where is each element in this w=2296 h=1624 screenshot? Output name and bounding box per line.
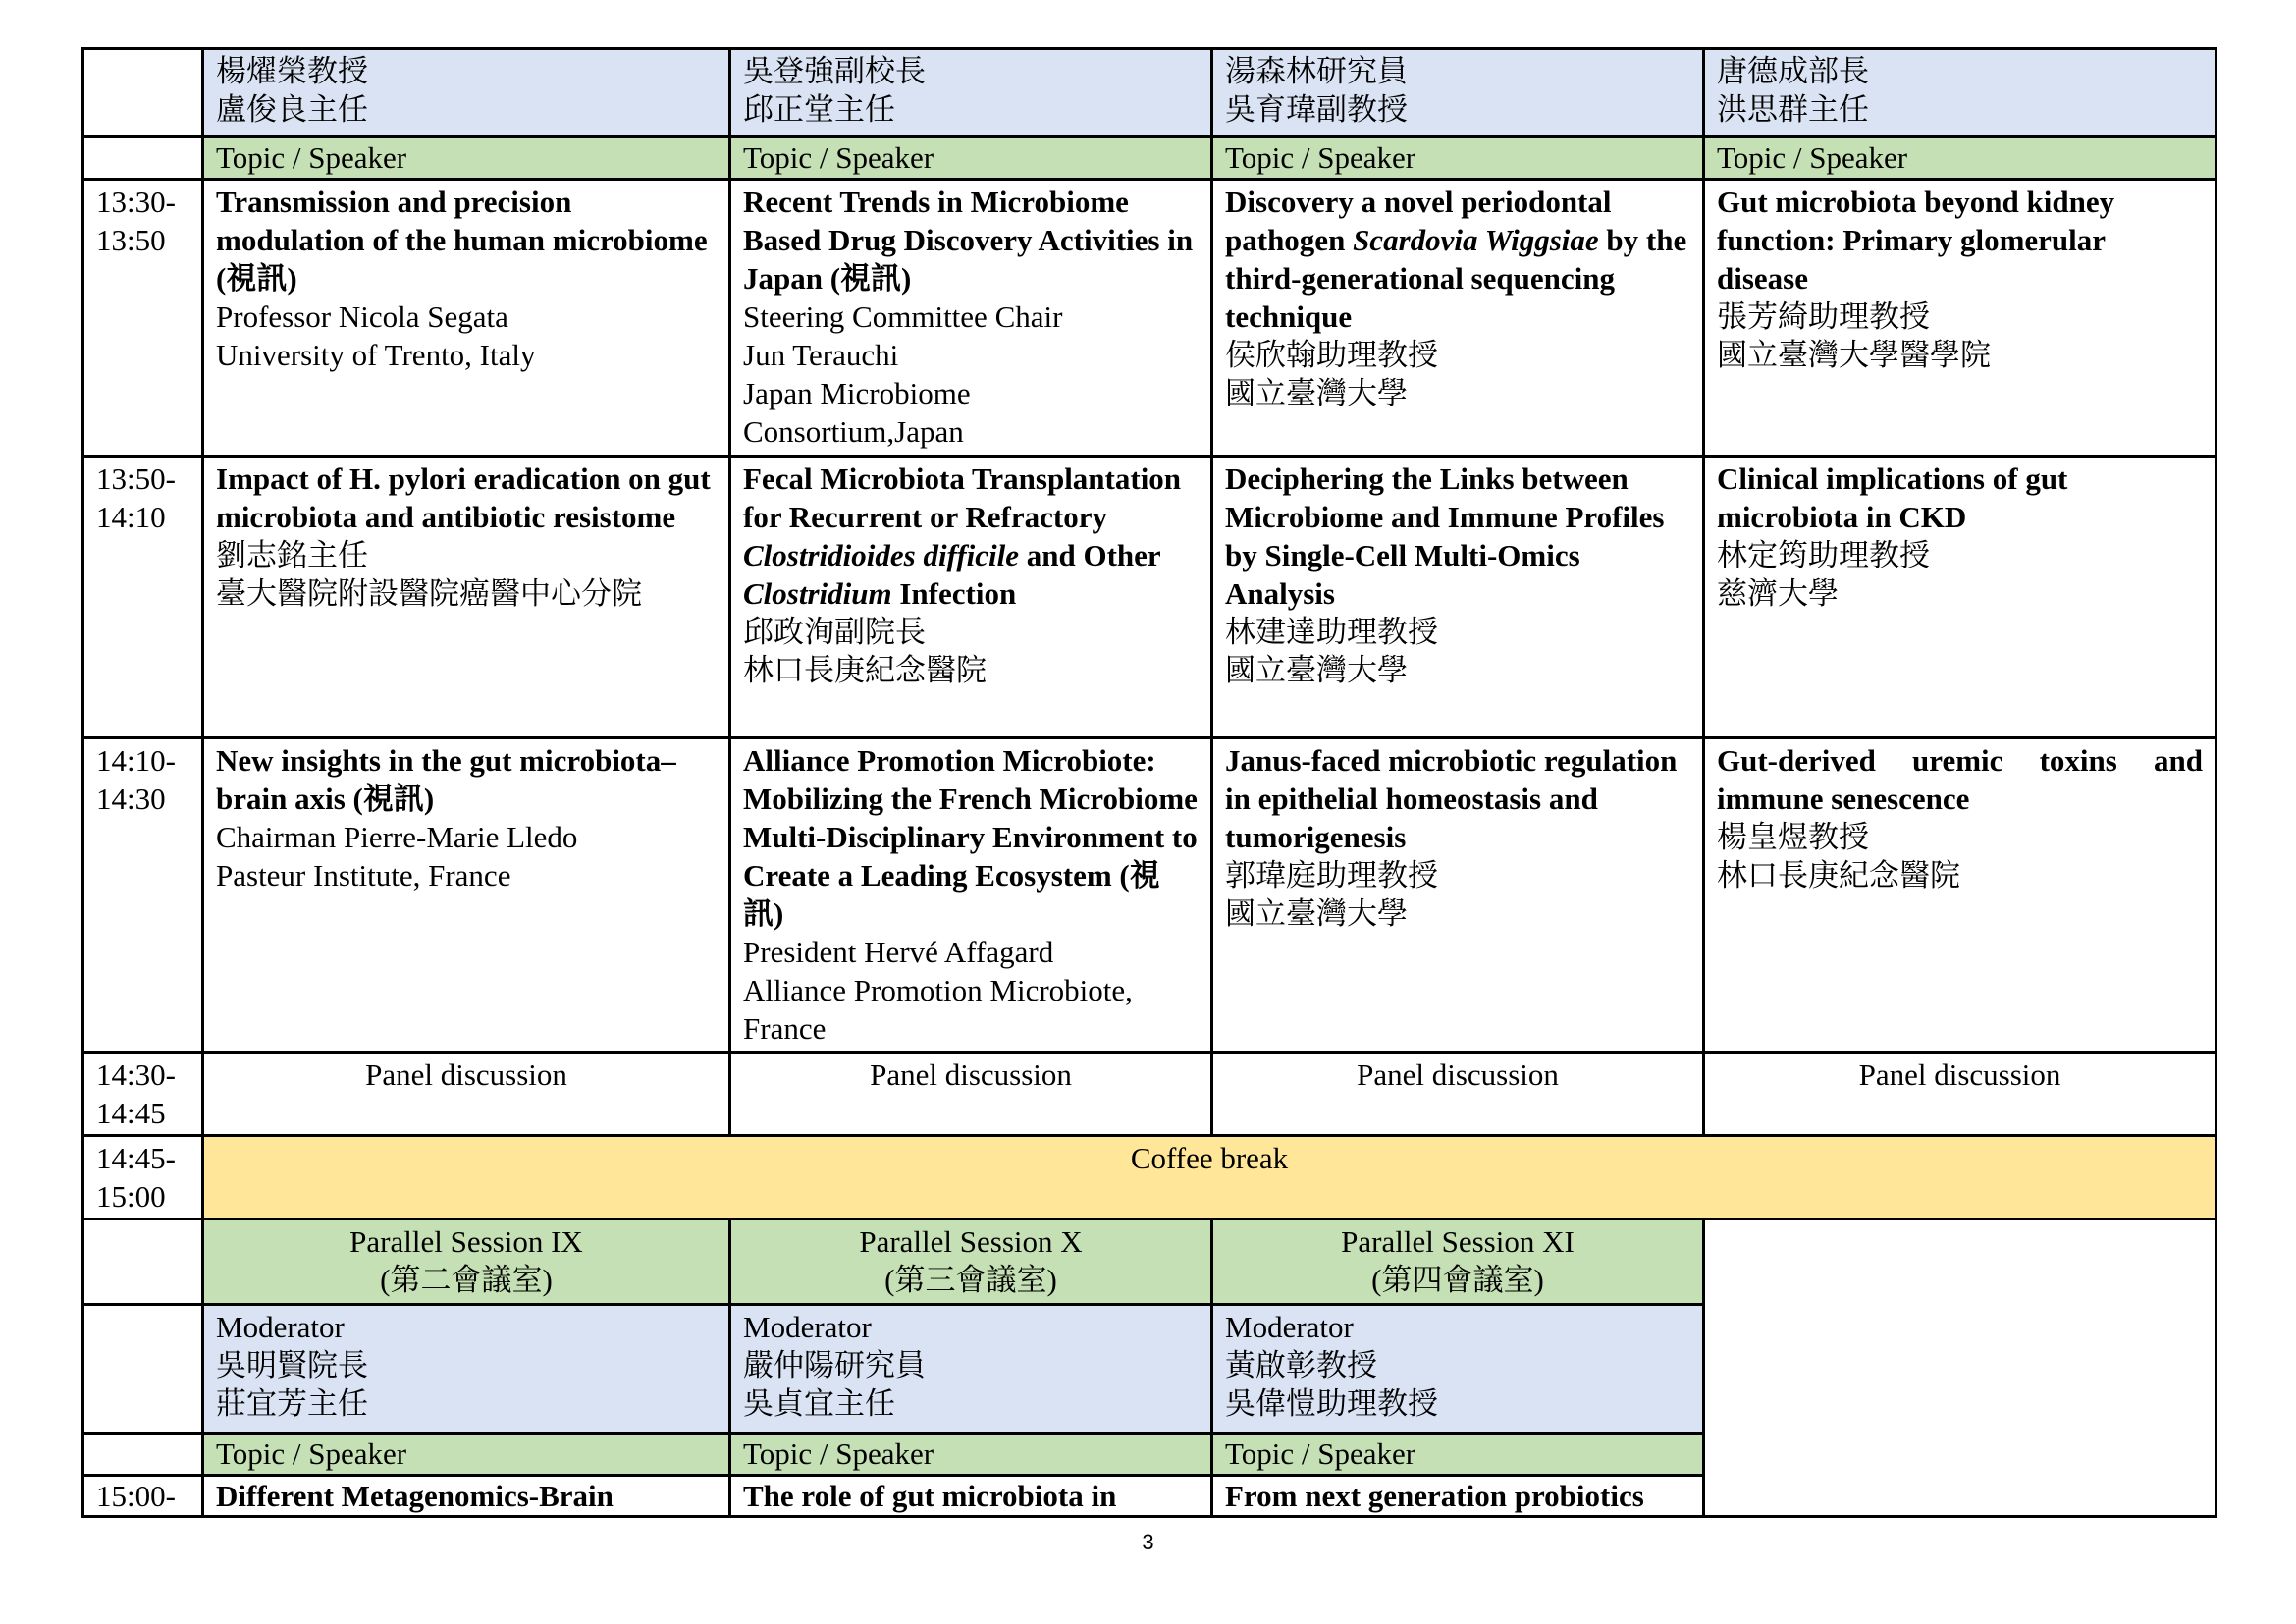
session-header: Parallel Session IX (第二會議室) <box>203 1219 730 1305</box>
affiliation: University of Trento, Italy <box>216 338 536 372</box>
speaker: 楊皇煜教授 <box>1717 820 1869 854</box>
talk-title-cont: immune senescence <box>1717 782 1970 816</box>
talk-cell: Recent Trends in Microbiome Based Drug Discovery Activities in Japan (視訊) Steering Committee Chair Jun Terauchi Japan Microbiome Consortium,Japan <box>730 180 1212 457</box>
session-row <box>83 180 2216 457</box>
talk-cell <box>1704 738 2216 1053</box>
panel-row <box>83 1053 2216 1136</box>
affiliation: 國立臺灣大學醫學院 <box>1717 338 1991 372</box>
page-number: 3 <box>1142 1530 1154 1554</box>
talk-cell <box>730 457 1212 738</box>
talk-cell <box>1212 457 1704 738</box>
speaker: Professor Nicola Segata <box>216 299 508 334</box>
topic-header: Topic / Speaker <box>203 1434 730 1476</box>
talk-cell <box>203 738 730 1053</box>
talk-title: Impact of H. pylori eradication on gut microbiota and antibiotic resistome <box>216 461 711 534</box>
topic-header: Topic / Speaker <box>1212 1434 1704 1476</box>
affiliation: 國立臺灣大學 <box>1225 376 1408 410</box>
time-cell: 13:30- 13:50 <box>83 180 203 457</box>
talk-cell <box>730 738 1212 1053</box>
talk-title: Deciphering the Links between Microbiome and Immune Profiles by Single-Cell Multi-Omics Analysis <box>1225 461 1665 611</box>
talk-title: Alliance Promotion Microbiote: Mobilizing the French Microbiome Multi-Disciplinary Environment to Create a Leading Ecosystem (視訊) <box>743 743 1198 931</box>
coffee-row <box>83 1136 2216 1219</box>
time-cell: 14:30- 14:45 <box>83 1053 203 1136</box>
affiliation: 林口長庚紀念醫院 <box>743 653 987 687</box>
session-header: Parallel Session X (第三會議室) <box>730 1219 1212 1305</box>
time-cell <box>83 49 203 137</box>
affiliation: 林口長庚紀念醫院 <box>1717 858 1960 893</box>
affiliation: 國立臺灣大學 <box>1225 896 1408 931</box>
time-cell <box>83 1219 203 1305</box>
talk-cell <box>1704 180 2216 457</box>
panel-cell: Panel discussion <box>1212 1053 1704 1136</box>
session-row <box>83 457 2216 738</box>
talk-title: New insights in the gut microbiota–brain axis (視訊) <box>216 743 676 816</box>
coffee-break-cell: Coffee break <box>203 1136 2216 1219</box>
schedule-table <box>81 47 2217 1518</box>
talk-cell <box>1704 457 2216 738</box>
speaker: Chairman Pierre-Marie Lledo <box>216 820 578 854</box>
time-cell: 13:50- 14:10 <box>83 457 203 738</box>
talk-title: Janus-faced microbiotic regulation in epithelial homeostasis and tumorigenesis <box>1225 743 1678 854</box>
speaker: 劉志銘主任 <box>216 538 368 572</box>
speaker: President Hervé Affagard <box>743 935 1054 969</box>
time-cell <box>83 1305 203 1434</box>
session-header: Parallel Session XI (第四會議室) <box>1212 1219 1704 1305</box>
talk-cell <box>1212 738 1704 1053</box>
time-cell <box>83 1434 203 1476</box>
topic-header: Topic / Speaker <box>203 137 730 180</box>
topic-header: Topic / Speaker <box>1212 137 1704 180</box>
speaker: 張芳綺助理教授 <box>1717 299 1930 334</box>
moderator-cell: Moderator 黃啟彰教授 吳偉愷助理教授 <box>1212 1305 1704 1434</box>
speaker: 邱政洵副院長 <box>743 615 926 649</box>
session-row <box>83 738 2216 1053</box>
moderator-row <box>83 49 2216 137</box>
panel-cell: Panel discussion <box>1704 1053 2216 1136</box>
talk-title: Clinical implications of gut microbiota in CKD <box>1717 461 2068 534</box>
panel-cell: Panel discussion <box>730 1053 1212 1136</box>
affiliation: Pasteur Institute, France <box>216 858 511 893</box>
empty-cell <box>1704 1219 2216 1517</box>
talk-title: Fecal Microbiota Transplantation for Recurrent or Refractory Clostridioides difficile and Other Clostridium Infection <box>743 461 1182 611</box>
moderator-cell: 楊燿榮教授 盧俊良主任 <box>203 49 730 137</box>
affiliation: 慈濟大學 <box>1717 576 1839 611</box>
speaker: 林定筠助理教授 <box>1717 538 1930 572</box>
speaker: 侯欣翰助理教授 <box>1225 338 1438 372</box>
talk-cell <box>203 457 730 738</box>
topic-header: Topic / Speaker <box>730 137 1212 180</box>
time-cell <box>83 137 203 180</box>
talk-cell <box>1212 180 1704 457</box>
affiliation: 臺大醫院附設醫院癌醫中心分院 <box>216 576 642 611</box>
speaker: Jun Terauchi <box>743 338 899 372</box>
moderator-cell: Moderator 嚴仲陽研究員 吳貞宜主任 <box>730 1305 1212 1434</box>
affiliation: Alliance Promotion Microbiote, France <box>743 973 1133 1046</box>
moderator-cell: Moderator 吳明賢院長 莊宜芳主任 <box>203 1305 730 1434</box>
session-header-row <box>83 1219 2216 1305</box>
panel-cell: Panel discussion <box>203 1053 730 1136</box>
time-cell: 14:45- 15:00 <box>83 1136 203 1219</box>
affiliation: Japan Microbiome Consortium,Japan <box>743 376 971 449</box>
topic-header: Topic / Speaker <box>730 1434 1212 1476</box>
talk-title: The role of gut microbiota in <box>730 1476 1212 1517</box>
talk-title: Discovery a novel periodontal pathogen Scardovia Wiggsiae by the third-generational sequencing technique <box>1225 185 1687 334</box>
speaker: 林建達助理教授 <box>1225 615 1438 649</box>
topic-header: Topic / Speaker <box>1704 137 2216 180</box>
time-cell: 14:10- 14:30 <box>83 738 203 1053</box>
talk-title: From next generation probiotics <box>1212 1476 1704 1517</box>
topic-header-row <box>83 137 2216 180</box>
talk-title: Recent Trends in Microbiome Based Drug Discovery Activities in Japan (視訊) <box>743 185 1194 296</box>
moderator-cell: 吳登強副校長 邱正堂主任 <box>730 49 1212 137</box>
talk-title: Gut-derived uremic toxins and <box>1717 743 2203 778</box>
speaker: 郭瑋庭助理教授 <box>1225 858 1438 893</box>
talk-cell <box>203 180 730 457</box>
talk-title: Gut microbiota beyond kidney function: Primary glomerular disease <box>1717 185 2115 296</box>
talk-title: Different Metagenomics-Brain <box>203 1476 730 1517</box>
moderator-cell: 唐德成部長 洪思群主任 <box>1704 49 2216 137</box>
talk-title: Transmission and precision modulation of the human microbiome (視訊) <box>216 185 708 296</box>
affiliation: 國立臺灣大學 <box>1225 653 1408 687</box>
moderator-cell: 湯森林研究員 吳育瑋副教授 <box>1212 49 1704 137</box>
time-cell: 15:00- <box>83 1476 203 1517</box>
